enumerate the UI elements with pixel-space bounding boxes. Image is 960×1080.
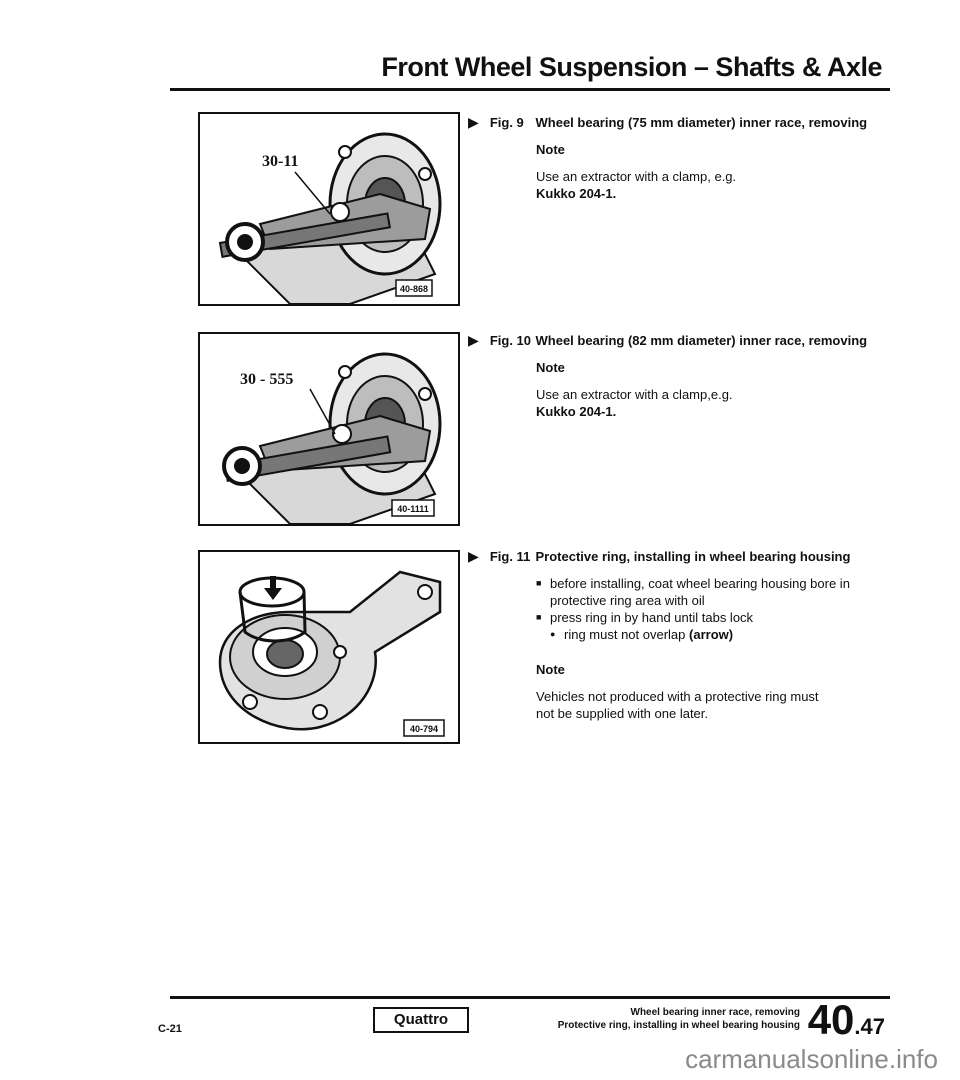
footer-description bbox=[558, 1006, 800, 1032]
fig-10-note-text: Use an extractor with a clamp,e.g. bbox=[536, 387, 733, 402]
page-code: C-21 bbox=[158, 1023, 182, 1035]
fig-11-illustration bbox=[198, 550, 460, 744]
sub-bullet-emphasis: (arrow) bbox=[689, 627, 734, 642]
page-title: Front Wheel Suspension – Shafts & Axle bbox=[381, 52, 882, 82]
fig-11-note-text: Vehicles not produced with a protective ring must not be supplied with one later. bbox=[536, 689, 819, 721]
fig-11-label: Fig. 11 bbox=[489, 549, 531, 564]
fig-10-drawing bbox=[200, 334, 458, 524]
sub-bullet-text: ring must not overlap bbox=[564, 627, 686, 642]
fig-11-note-heading: Note bbox=[536, 662, 565, 677]
pointer-arrow-icon: ▶ bbox=[468, 114, 479, 130]
section-major: 40 bbox=[807, 996, 855, 1043]
header-rule bbox=[170, 88, 890, 91]
fig-10-callout: 30 - 555 bbox=[240, 371, 294, 388]
fig-9-label: Fig. 9 bbox=[489, 115, 524, 130]
list-item: ■ press ring in by hand until tabs lock bbox=[536, 609, 868, 626]
quattro-badge: Quattro bbox=[373, 1007, 469, 1033]
fig-11-bullet-list bbox=[536, 575, 868, 626]
fig-9-tool: Kukko 204-1. bbox=[536, 186, 617, 201]
fig-10-illustration bbox=[198, 332, 460, 526]
fig-9-note-heading: Note bbox=[536, 142, 565, 157]
fig-9-text bbox=[468, 114, 868, 202]
fig-9-note-text: Use an extractor with a clamp, e.g. bbox=[536, 169, 737, 184]
pointer-arrow-icon: ▶ bbox=[468, 548, 479, 564]
fig-9-ref-number: 40-868 bbox=[399, 284, 429, 294]
fig-11-title: Protective ring, installing in wheel bearing housing bbox=[535, 549, 851, 564]
fig-11-drawing bbox=[200, 552, 458, 742]
footer-desc-line-1: Wheel bearing inner race, removing bbox=[630, 1007, 800, 1018]
footer-desc-line-2: Protective ring, installing in wheel bearing housing bbox=[557, 1020, 800, 1031]
watermark: carmanualsonline.info bbox=[685, 1044, 938, 1074]
fig-11-text bbox=[468, 548, 868, 722]
footer-rule bbox=[170, 996, 890, 999]
fig-10-tool: Kukko 204-1. bbox=[536, 404, 617, 419]
section-number bbox=[808, 996, 885, 1044]
fig-10-label: Fig. 10 bbox=[489, 333, 532, 348]
fig-9-illustration bbox=[198, 112, 460, 306]
fig-10-note-heading: Note bbox=[536, 360, 565, 375]
fig-10-text bbox=[468, 332, 868, 420]
list-item: ■ before installing, coat wheel bearing housing bore in protective ring area with oil bbox=[536, 575, 868, 609]
fig-10-ref-number: 40-1111 bbox=[397, 504, 429, 514]
fig-11-ref-number: 40-794 bbox=[409, 724, 439, 734]
fig-11-sub-bullet bbox=[536, 626, 868, 643]
fig-9-drawing bbox=[200, 114, 458, 304]
fig-10-title: Wheel bearing (82 mm diameter) inner race, removing bbox=[535, 333, 868, 348]
fig-9-callout: 30-11 bbox=[262, 153, 299, 170]
fig-9-title: Wheel bearing (75 mm diameter) inner race, removing bbox=[535, 115, 868, 130]
pointer-arrow-icon: ▶ bbox=[468, 332, 479, 348]
section-minor: .47 bbox=[854, 1014, 885, 1039]
